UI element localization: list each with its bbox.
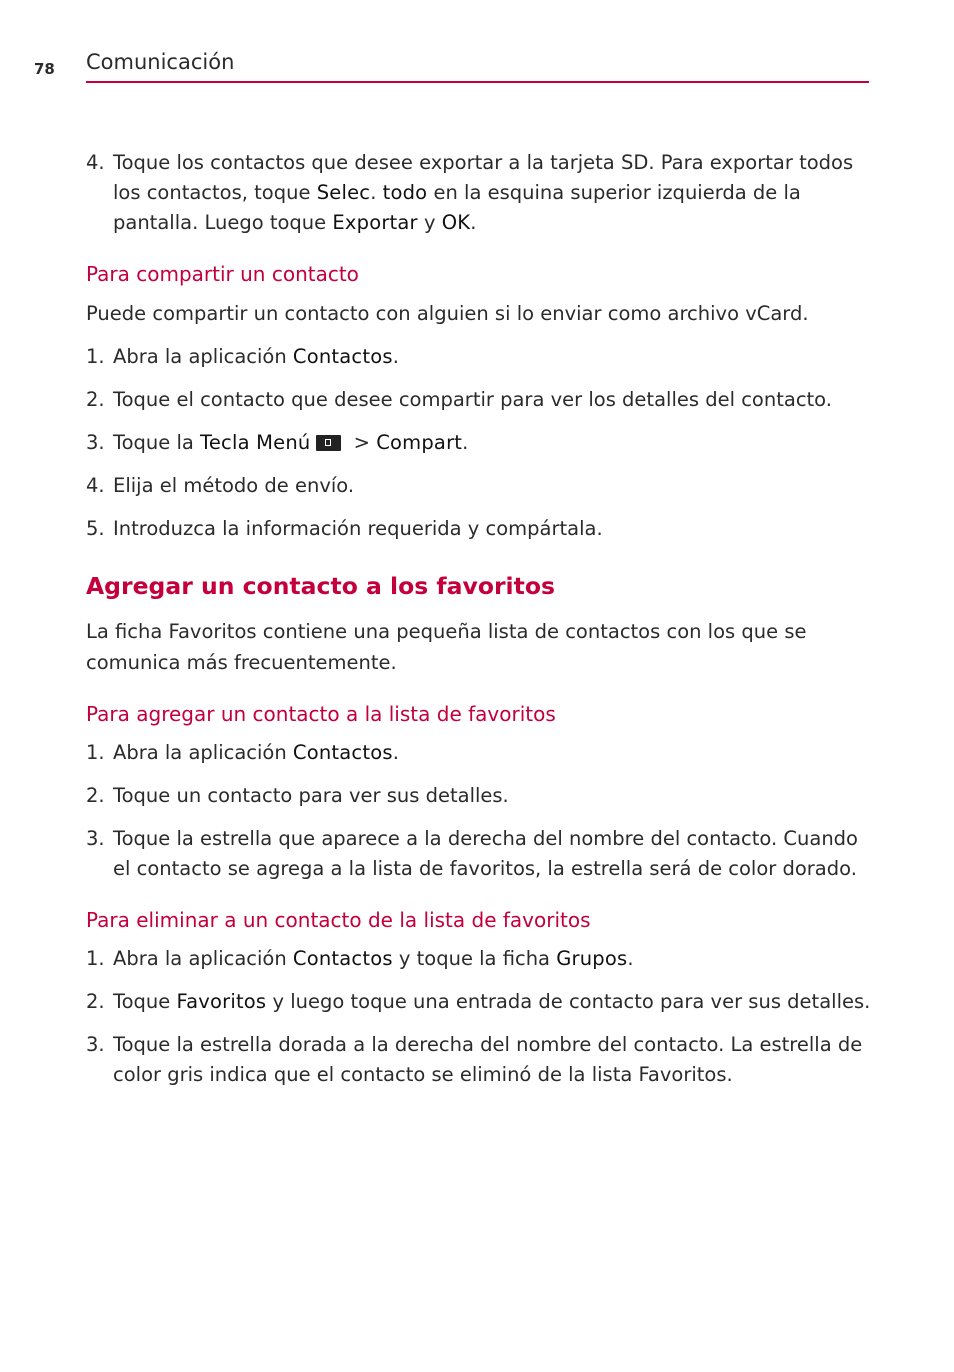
step-text: . [392, 741, 399, 764]
ui-term-compart: Compart [376, 431, 463, 454]
step-text: . [627, 947, 634, 970]
step-text: Toque la estrella dorada a la derecha del nombre del contacto. La estrella de color gris indica que el contacto se eliminó de la lista Favoritos. [113, 1033, 863, 1086]
step-number: 2. [86, 388, 105, 411]
add-favorite-heading: Para agregar un contacto a la lista de favoritos [86, 702, 556, 726]
step-text: en la esquina superior izquierda de la pantalla. Luego toque [113, 181, 801, 234]
step-text: Abra la aplicación [113, 741, 293, 764]
step-text: . [470, 211, 477, 234]
remove-fav-step-3 [86, 1030, 876, 1090]
ui-term-selec: Selec [316, 181, 371, 204]
ui-term-todo: todo [382, 181, 428, 204]
step-number: 3. [86, 827, 105, 850]
share-contact-intro: Puede compartir un contacto con alguien si lo enviar como archivo vCard. [86, 302, 809, 325]
step-text: Toque el contacto que desee compartir para ver los detalles del contacto. [113, 388, 832, 411]
step-text: . [392, 345, 399, 368]
page-number: 78 [34, 60, 55, 78]
remove-favorite-heading: Para eliminar a un contacto de la lista de favoritos [86, 908, 591, 932]
step-number: 1. [86, 947, 105, 970]
step-number: 4. [86, 151, 105, 174]
ui-term-grupos: Grupos [556, 947, 628, 970]
step-text: y [417, 211, 442, 234]
favorites-heading: Agregar un contacto a los favoritos [86, 572, 555, 600]
share-step-1 [86, 342, 876, 372]
step-number: 2. [86, 784, 105, 807]
remove-fav-step-1 [86, 944, 876, 974]
step-text: Elija el método de envío. [113, 474, 355, 497]
ui-term-tecla-menu: Tecla Menú [200, 431, 311, 454]
step-text: . [462, 431, 469, 454]
step-text: Abra la aplicación [113, 345, 293, 368]
step-text: Abra la aplicación [113, 947, 293, 970]
step-number: 2. [86, 990, 105, 1013]
add-fav-step-3 [86, 824, 876, 884]
add-fav-step-1 [86, 738, 876, 768]
ui-term-exportar: Exportar [332, 211, 418, 234]
menu-key-icon [316, 435, 341, 451]
step-text: Toque [113, 990, 177, 1013]
step-number: 1. [86, 345, 105, 368]
share-step-5 [86, 514, 876, 544]
step-text: y toque la ficha [392, 947, 557, 970]
remove-fav-step-2 [86, 987, 876, 1017]
step-text: Toque la estrella que aparece a la derecha del nombre del contacto. Cuando el contacto se agrega a la lista de favoritos, la estrella será de color dorado. [113, 827, 858, 880]
header-rule [86, 81, 869, 83]
share-contact-heading: Para compartir un contacto [86, 262, 359, 286]
section-header: Comunicación [86, 50, 235, 74]
step-text: > [347, 431, 377, 454]
ui-term-contactos: Contactos [292, 741, 393, 764]
step-number: 3. [86, 1033, 105, 1056]
step-text: Toque la [113, 431, 201, 454]
step-number: 5. [86, 517, 105, 540]
step-number: 4. [86, 474, 105, 497]
export-step-4 [86, 148, 876, 238]
step-text: Toque un contacto para ver sus detalles. [113, 784, 509, 807]
ui-term-contactos: Contactos [292, 345, 393, 368]
share-step-4 [86, 471, 876, 501]
step-text: Toque los contactos que desee exportar a la tarjeta SD. Para exportar todos los contactos, toque [113, 151, 854, 204]
step-number: 3. [86, 431, 105, 454]
step-text: Introduzca la información requerida y compártala. [113, 517, 603, 540]
share-step-3 [86, 428, 876, 458]
page-content [86, 148, 876, 1103]
favorites-intro: La ficha Favoritos contiene una pequeña lista de contactos con los que se comunica más frecuentemente. [86, 620, 807, 674]
ui-term-ok: OK [441, 211, 471, 234]
add-fav-step-2 [86, 781, 876, 811]
step-text: y luego toque una entrada de contacto para ver sus detalles. [266, 990, 871, 1013]
step-text: . [370, 181, 383, 204]
ui-term-contactos: Contactos [292, 947, 393, 970]
ui-term-favoritos: Favoritos [176, 990, 267, 1013]
share-step-2 [86, 385, 876, 415]
step-number: 1. [86, 741, 105, 764]
